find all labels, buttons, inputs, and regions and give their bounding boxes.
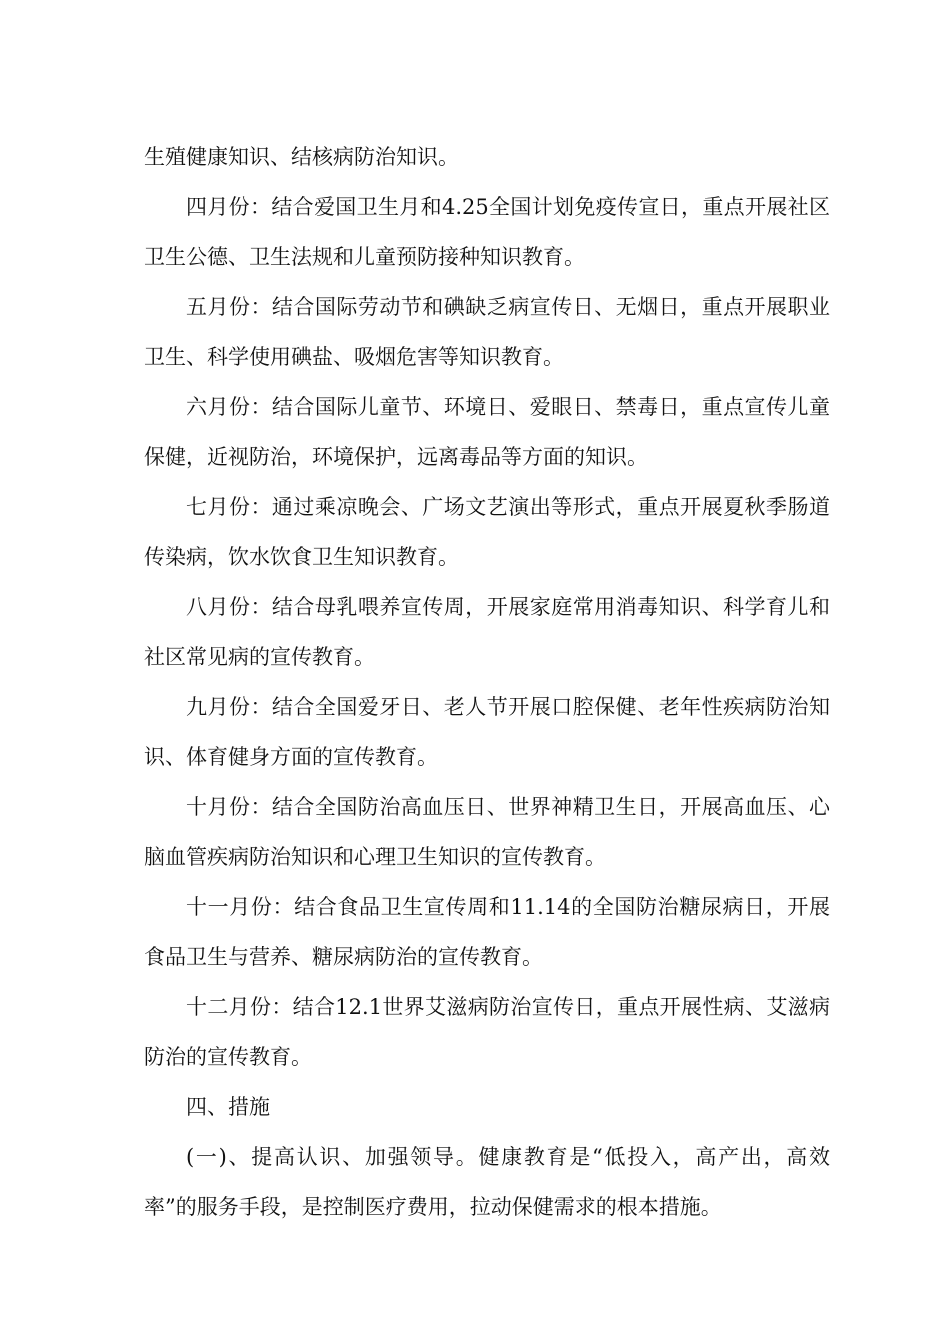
paragraph-measure-1: (一)、提高认识、加强领导。健康教育是“低投入，高产出，高效率”的服务手段，是控制医疗费用，拉动保健需求的根本措施。	[144, 1145, 830, 1219]
paragraph-april: 四月份：结合爱国卫生月和4.25全国计划免疫传宣日，重点开展社区卫生公德、卫生法规和儿童预防接种知识教育。	[144, 195, 830, 269]
paragraph-december: 十二月份：结合12.1世界艾滋病防治宣传日，重点开展性病、艾滋病防治的宣传教育。	[144, 995, 830, 1069]
paragraph-june: 六月份：结合国际儿童节、环境日、爱眼日、禁毒日，重点宣传儿童保健，近视防治，环境保护，远离毒品等方面的知识。	[144, 395, 830, 469]
paragraph-july: 七月份：通过乘凉晚会、广场文艺演出等形式，重点开展夏秋季肠道传染病，饮水饮食卫生知识教育。	[144, 495, 830, 569]
document-page	[144, 132, 830, 1232]
section-heading-measures: 四、措施	[186, 1095, 270, 1119]
paragraph-october: 十月份：结合全国防治高血压日、世界神精卫生日，开展高血压、心脑血管疾病防治知识和心理卫生知识的宣传教育。	[144, 795, 830, 869]
paragraph-september: 九月份：结合全国爱牙日、老人节开展口腔保健、老年性疾病防治知识、体育健身方面的宣传教育。	[144, 695, 830, 769]
paragraph-august: 八月份：结合母乳喂养宣传周，开展家庭常用消毒知识、科学育儿和社区常见病的宣传教育。	[144, 595, 830, 669]
paragraph-continuation: 生殖健康知识、结核病防治知识。	[144, 145, 459, 169]
paragraph-november: 十一月份：结合食品卫生宣传周和11.14的全国防治糖尿病日，开展食品卫生与营养、糖尿病防治的宣传教育。	[144, 895, 830, 969]
paragraph-may: 五月份：结合国际劳动节和碘缺乏病宣传日、无烟日，重点开展职业卫生、科学使用碘盐、吸烟危害等知识教育。	[144, 295, 830, 369]
